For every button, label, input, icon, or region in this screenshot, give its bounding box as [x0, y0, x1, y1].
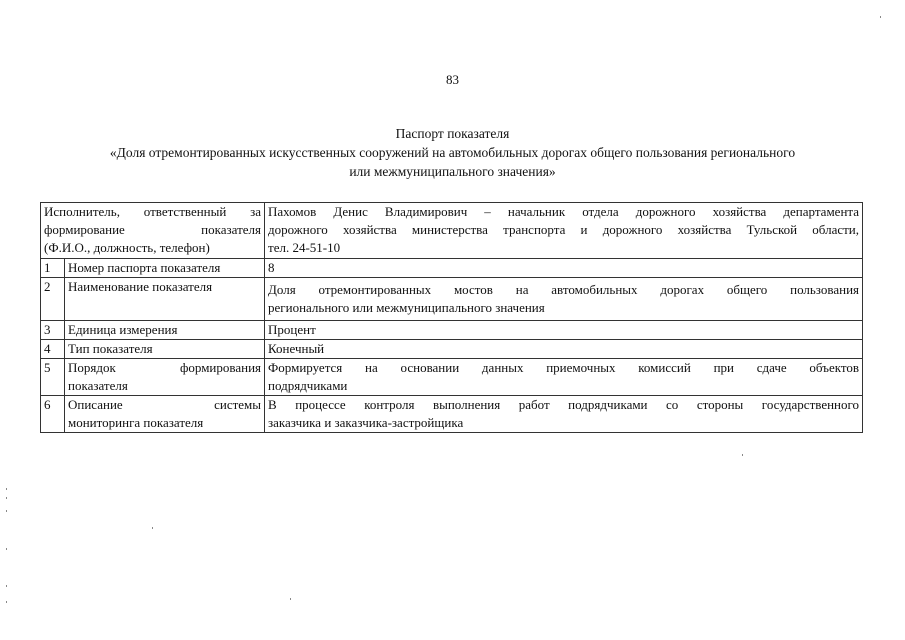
- row-number: 4: [41, 340, 65, 359]
- row-value-line: Конечный: [268, 341, 325, 356]
- row-value: [265, 259, 863, 278]
- table-row: [41, 321, 863, 340]
- row-label-line-1: Порядок формирования: [68, 360, 262, 375]
- row-label-line-2: показателя: [68, 378, 128, 393]
- title-line-3: или межмуниципального значения»: [349, 164, 556, 179]
- indicator-passport-table: [40, 202, 863, 433]
- row-value-line-2: регионального или межмуниципального значения: [268, 300, 545, 315]
- table-row: [41, 359, 863, 396]
- row-label-line: Единица измерения: [68, 322, 178, 337]
- row-value-line: 8: [268, 260, 275, 275]
- scan-speck: [6, 497, 7, 499]
- document-title: [40, 124, 865, 181]
- row-value-line-2: подрядчиками: [268, 378, 348, 393]
- table-row-executor: [41, 203, 863, 259]
- executor-value-line-2: дорожного хозяйства министерства транспорта и дорожного хозяйства Тульской области,: [268, 222, 860, 237]
- row-number: 2: [41, 278, 65, 321]
- table-row: [41, 340, 863, 359]
- row-value-line-2: заказчика и заказчика-застройщика: [268, 415, 464, 430]
- scan-speck: [6, 510, 7, 512]
- row-label-line: Наименование показателя: [68, 279, 213, 294]
- row-number: 3: [41, 321, 65, 340]
- row-value: [265, 321, 863, 340]
- row-value: [265, 278, 863, 321]
- executor-label-line-3: (Ф.И.О., должность, телефон): [44, 240, 210, 255]
- executor-label-cell: [41, 203, 265, 259]
- executor-label-line-2: формирование показателя: [44, 222, 262, 237]
- row-label-line-2: мониторинга показателя: [68, 415, 204, 430]
- executor-value-line-3: тел. 24-51-10: [268, 240, 341, 255]
- scan-speck: [290, 598, 291, 600]
- scan-speck: [6, 601, 7, 603]
- scan-speck: [152, 527, 153, 529]
- title-line-2: «Доля отремонтированных искусственных сооружений на автомобильных дорогах общего пользования регионального: [109, 145, 796, 160]
- executor-value-line-1: Пахомов Денис Владимирович – начальник отдела дорожного хозяйства департамента: [268, 204, 860, 219]
- row-label: [65, 396, 265, 433]
- scan-speck: [6, 585, 7, 587]
- row-label: [65, 259, 265, 278]
- row-number: 1: [41, 259, 65, 278]
- title-line-1: Паспорт показателя: [395, 126, 510, 141]
- scan-speck: [742, 454, 743, 456]
- row-value-line-1: Доля отремонтированных мостов на автомобильных дорогах общего пользования: [268, 282, 860, 297]
- row-label: [65, 340, 265, 359]
- row-value-line: Процент: [268, 322, 316, 337]
- row-label: [65, 321, 265, 340]
- scan-speck: [880, 16, 881, 18]
- row-label-line: Номер паспорта показателя: [68, 260, 221, 275]
- row-value: [265, 396, 863, 433]
- row-value-line-1: В процессе контроля выполнения работ подрядчиками со стороны государственного: [268, 397, 860, 412]
- row-value: [265, 340, 863, 359]
- executor-label-line-1: Исполнитель, ответственный за: [44, 204, 262, 219]
- scan-speck: [6, 548, 7, 550]
- scan-speck: [6, 488, 7, 490]
- row-number: 6: [41, 396, 65, 433]
- table-row: [41, 278, 863, 321]
- row-value: [265, 359, 863, 396]
- row-label: [65, 359, 265, 396]
- table-row: [41, 259, 863, 278]
- row-label-line-1: Описание системы: [68, 397, 262, 412]
- row-number: 5: [41, 359, 65, 396]
- page-number: 83: [446, 72, 459, 87]
- executor-value-cell: [265, 203, 863, 259]
- row-value-line-1: Формируется на основании данных приемочных комиссий при сдаче объектов: [268, 360, 860, 375]
- row-label: [65, 278, 265, 321]
- table-row: [41, 396, 863, 433]
- row-label-line: Тип показателя: [68, 341, 153, 356]
